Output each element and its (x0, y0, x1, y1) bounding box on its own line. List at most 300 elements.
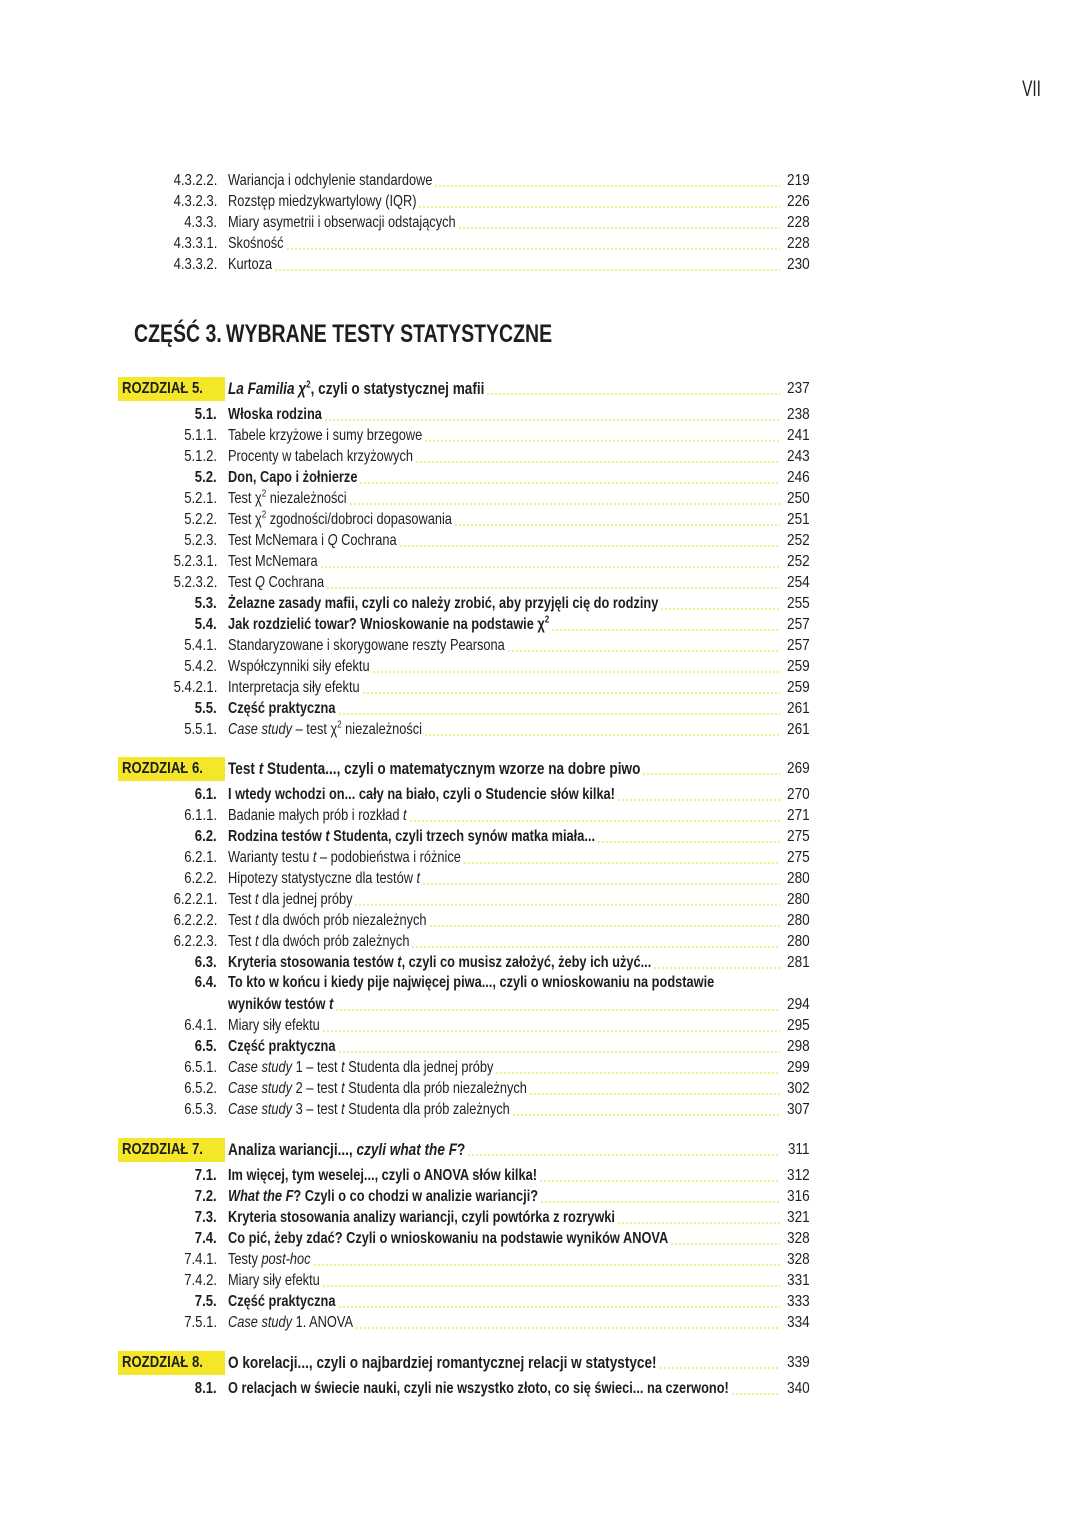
dot-leader (659, 1367, 780, 1369)
entry-title-wrap (228, 489, 782, 509)
page-ref: 252 (787, 532, 810, 549)
entry-title-wrap (228, 594, 782, 614)
entry-title-wrap (228, 255, 782, 275)
title-prefix: Kryteria stosowania testów (228, 954, 398, 971)
entry-title (228, 1079, 527, 1099)
toc-entry[interactable] (0, 488, 1082, 509)
italic-text: Case study (228, 721, 293, 738)
entry-title (228, 615, 549, 635)
page-ref: 261 (787, 700, 810, 717)
entry-number: 6.4. (195, 974, 217, 991)
title-prefix: 2 – test (292, 1080, 342, 1097)
title-prefix: – test χ (292, 721, 338, 738)
title-text: dla dwóch prób niezależnych (258, 912, 427, 929)
italic-text: What the F (228, 1188, 294, 1205)
entry-title (228, 1292, 335, 1312)
italic-text: Q (327, 532, 338, 549)
dot-leader (429, 925, 780, 927)
dot-leader (529, 1093, 780, 1095)
entry-title-wrap (228, 911, 782, 931)
toc-entry[interactable] (0, 826, 1082, 847)
entry-number: 4.3.3.1. (173, 235, 217, 252)
entry-title-wrap (228, 1229, 782, 1249)
entry-title (228, 657, 370, 677)
toc-entry[interactable] (0, 910, 1082, 931)
entry-title (228, 510, 452, 530)
chapter-title-wrap (228, 379, 782, 399)
title-text: Studenta dla prób niezależnych (344, 1080, 527, 1097)
entry-number: 4.3.2.3. (173, 193, 217, 210)
toc-entry[interactable] (0, 1228, 1082, 1249)
toc-entry[interactable] (0, 1249, 1082, 1270)
italic-text: t (258, 759, 264, 778)
entry-title-wrap (228, 1166, 782, 1186)
title-text: Tabele krzyżowe i sumy brzegowe (228, 427, 423, 444)
dot-leader (324, 419, 780, 421)
title-text: Wariancja i odchylenie standardowe (228, 172, 433, 189)
page-ref: 228 (787, 214, 810, 231)
page-ref: 255 (787, 595, 810, 612)
entry-title (228, 171, 432, 191)
italic-text: t (397, 954, 402, 971)
chapter-label-badge (118, 1138, 225, 1162)
toc-entry[interactable] (0, 805, 1082, 826)
dot-leader (335, 1009, 780, 1011)
toc-entry[interactable] (0, 404, 1082, 425)
dot-leader (731, 1393, 780, 1395)
title-text: , czyli co musisz założyć, żeby ich użyć... (401, 954, 652, 971)
toc-entry[interactable] (0, 868, 1082, 889)
title-text: ? Czyli o co chodzi w analizie wariancji? (293, 1188, 539, 1205)
entry-number: 7.3. (195, 1209, 217, 1226)
entry-title-wrap (228, 1313, 782, 1333)
toc-entry[interactable] (0, 1099, 1082, 1120)
toc-entry[interactable] (0, 1291, 1082, 1312)
entry-title (228, 1100, 510, 1120)
dot-leader (424, 734, 780, 736)
chapter-label: ROZDZIAŁ 8. (122, 1354, 203, 1371)
entry-title (228, 995, 333, 1015)
entry-number: 7.5.1. (184, 1314, 217, 1331)
dot-leader (372, 671, 780, 673)
toc-entry[interactable] (0, 509, 1082, 530)
italic-text: Case study (228, 1101, 293, 1118)
dot-leader (349, 503, 780, 505)
entry-title-wrap (228, 657, 782, 677)
toc-entry[interactable] (0, 952, 1082, 973)
entry-title-wrap (228, 510, 782, 530)
chapter-title (228, 379, 484, 399)
title-text: Miary siły efektu (228, 1017, 320, 1034)
entry-title (228, 869, 420, 889)
toc-entry[interactable] (0, 1165, 1082, 1186)
entry-number: 6.5.3. (184, 1101, 217, 1118)
title-text: Współczynniki siły efektu (228, 658, 370, 675)
page-ref: 298 (787, 1038, 810, 1055)
chapter-title-wrap (228, 1140, 782, 1160)
dot-leader (313, 1264, 780, 1266)
chapter-heading[interactable] (0, 378, 1082, 399)
title-text: O relacjach w świecie nauki, czyli nie wszystko złoto, co się świeci... na czerwono! (228, 1380, 729, 1397)
dot-leader (415, 461, 780, 463)
title-prefix: Testy (228, 1251, 262, 1268)
chapter-label-badge (118, 1351, 225, 1375)
entry-number: 7.4. (195, 1230, 217, 1247)
title-text: zgodności/dobroci dopasowania (266, 511, 452, 528)
title-text: Skośność (228, 235, 284, 252)
chapter-title (228, 1140, 465, 1160)
title-text: Kryteria stosowania analizy wariancji, czyli powtórka z rozrywki (228, 1209, 615, 1226)
title-text: Studenta, czyli trzech synów matka miała... (329, 828, 596, 845)
toc-entry[interactable] (0, 1312, 1082, 1333)
italic-text: t (255, 933, 259, 950)
dot-leader (322, 1285, 780, 1287)
entry-number: 7.4.1. (184, 1251, 217, 1268)
toc-entry[interactable] (0, 254, 1082, 275)
entry-title (228, 1250, 311, 1270)
toc-entry[interactable] (0, 994, 1082, 1015)
page-ref: 226 (787, 193, 810, 210)
chapter-heading[interactable] (0, 1139, 1082, 1160)
title-prefix: Test (228, 574, 256, 591)
page-ref: 271 (787, 807, 810, 824)
title-text: Miary siły efektu (228, 1272, 320, 1289)
entry-title (228, 827, 595, 847)
title-prefix: 1 – test (292, 1059, 342, 1076)
entry-title-wrap (228, 468, 782, 488)
italic-text: La Familia χ (228, 379, 307, 398)
dot-leader (411, 946, 780, 948)
entry-title-wrap (228, 890, 782, 910)
dot-leader (424, 440, 780, 442)
toc-entry[interactable] (0, 572, 1082, 593)
superscript: 2 (261, 509, 267, 521)
toc-entry[interactable] (0, 614, 1082, 635)
toc-entry[interactable] (0, 889, 1082, 910)
entry-title-wrap (228, 1058, 782, 1078)
title-text: Studenta dla prób zależnych (344, 1101, 510, 1118)
page-ref: 331 (787, 1272, 810, 1289)
title-prefix: Jak rozdzielić towar? Wnioskowanie na podstawie χ (228, 616, 545, 633)
page-ref: 334 (787, 1314, 810, 1331)
dot-leader (320, 566, 780, 568)
page-ref: 340 (787, 1380, 810, 1397)
italic-text: Case study (228, 1080, 293, 1097)
italic-text: t (416, 870, 421, 887)
entry-title (228, 1313, 353, 1333)
entry-title (228, 890, 353, 910)
page-ref: 307 (787, 1101, 810, 1118)
page-ref: 259 (787, 658, 810, 675)
dot-leader (434, 185, 780, 187)
page-ref: 312 (787, 1167, 810, 1184)
title-prefix: Hipotezy statystyczne dla testów (228, 870, 417, 887)
italic-text: t (341, 1059, 345, 1076)
dot-leader (359, 482, 780, 484)
italic-text: t (403, 807, 407, 824)
entry-title-wrap (228, 932, 782, 952)
page-ref: 275 (787, 828, 810, 845)
toc-entry[interactable] (0, 1378, 1082, 1399)
page-ref: 230 (787, 256, 810, 273)
entry-title-wrap (228, 1271, 782, 1291)
title-text: Żelazne zasady mafii, czyli co należy zrobić, aby przyjęli cię do rodziny (228, 595, 659, 612)
dot-leader (507, 650, 780, 652)
chapter-heading[interactable] (0, 1352, 1082, 1373)
title-prefix: Test χ (228, 490, 262, 507)
page-ref: 241 (787, 427, 810, 444)
toc-entry[interactable] (0, 1057, 1082, 1078)
title-prefix: Test (228, 912, 256, 929)
chapter-title (228, 759, 640, 779)
entry-title (228, 1058, 493, 1078)
entry-title (228, 848, 461, 868)
dot-leader (286, 248, 780, 250)
entry-title-wrap (228, 192, 782, 212)
dot-leader (670, 1243, 780, 1245)
dot-leader (458, 227, 780, 229)
page-ref: 257 (787, 637, 810, 654)
toc-entry[interactable] (0, 1270, 1082, 1291)
entry-title-wrap (228, 426, 782, 446)
dot-leader (338, 713, 781, 715)
dot-leader (355, 1327, 780, 1329)
entry-title-wrap (228, 1187, 782, 1207)
entry-title (228, 1166, 537, 1186)
entry-title-wrap (228, 827, 782, 847)
entry-title (228, 1229, 668, 1249)
page-ref: 254 (787, 574, 810, 591)
entry-title (228, 447, 413, 467)
toc-entry[interactable] (0, 233, 1082, 254)
title-prefix: Test χ (228, 511, 262, 528)
italic-text: Case study (228, 1314, 293, 1331)
page-ref: 259 (787, 679, 810, 696)
entry-title (228, 953, 651, 973)
page-ref: 250 (787, 490, 810, 507)
title-prefix: Rodzina testów (228, 828, 326, 845)
italic-text: Q (255, 574, 265, 591)
entry-number: 7.1. (195, 1167, 217, 1184)
dot-leader (399, 545, 780, 547)
toc-entry[interactable] (0, 931, 1082, 952)
chapter-title (228, 1353, 657, 1373)
title-text: Część praktyczna (228, 1293, 336, 1310)
toc-entry[interactable] (0, 677, 1082, 698)
toc-entry[interactable] (0, 1036, 1082, 1057)
title-text: Procenty w tabelach krzyżowych (228, 448, 413, 465)
dot-leader (409, 820, 780, 822)
dot-leader (540, 1201, 780, 1203)
italic-text: Case study (228, 1059, 293, 1076)
entry-title (228, 255, 272, 275)
page-ref: 316 (787, 1188, 810, 1205)
title-text: Im więcej, tym weselej..., czyli o ANOVA słów kilka! (228, 1167, 537, 1184)
entry-number: 5.2.3.2. (173, 574, 217, 591)
entry-title (228, 785, 615, 805)
toc-entry[interactable] (0, 446, 1082, 467)
entry-title-wrap (228, 447, 782, 467)
title-prefix: Analiza wariancji..., (228, 1140, 357, 1159)
entry-number: 7.2. (195, 1188, 217, 1205)
entry-title (228, 932, 409, 952)
dot-leader (642, 773, 780, 775)
entry-title (228, 213, 456, 233)
dot-leader (418, 206, 780, 208)
entry-number: 6.2.2.2. (173, 912, 217, 929)
title-text: O korelacji..., czyli o najbardziej romantycznej relacji w statystyce! (228, 1353, 657, 1372)
entry-title (228, 911, 427, 931)
entry-number: 5.4.2. (184, 658, 217, 675)
toc-entry[interactable] (0, 191, 1082, 212)
chapter-label-badge (118, 377, 225, 401)
title-prefix: 3 – test (292, 1101, 342, 1118)
title-text: Miary asymetrii i obserwacji odstających (228, 214, 456, 231)
page-ref: 270 (787, 786, 810, 803)
toc-entry[interactable] (0, 1015, 1082, 1036)
title-text: Część praktyczna (228, 1038, 336, 1055)
dot-leader (463, 862, 780, 864)
title-text: Kurtoza (228, 256, 273, 273)
entry-title-wrap (228, 234, 782, 254)
toc-entry[interactable] (0, 530, 1082, 551)
entry-title-wrap (228, 1037, 782, 1057)
italic-text: t (341, 1080, 345, 1097)
entry-title-wrap (228, 678, 782, 698)
entry-title-wrap (228, 405, 782, 425)
toc-entry[interactable] (0, 635, 1082, 656)
entry-title-wrap (228, 1379, 782, 1399)
italic-text: t (312, 849, 317, 866)
toc-entry[interactable] (0, 847, 1082, 868)
entry-number: 8.1. (195, 1380, 217, 1397)
entry-title-wrap (228, 636, 782, 656)
entry-title-wrap (228, 1100, 782, 1120)
dot-leader (653, 967, 780, 969)
entry-title (228, 489, 347, 509)
page-ref: 280 (787, 891, 810, 908)
entry-title-wrap (228, 573, 782, 593)
italic-text: t (255, 891, 259, 908)
entry-title-wrap (228, 699, 782, 719)
entry-number: 5.2. (195, 469, 217, 486)
toc-entry[interactable] (0, 425, 1082, 446)
title-text: Test McNemara (228, 553, 318, 570)
entry-title (228, 192, 416, 212)
dot-leader (539, 1180, 780, 1182)
entry-number: 6.3. (195, 954, 217, 971)
dot-leader (422, 883, 780, 885)
entry-title (228, 552, 318, 572)
entry-number: 4.3.2.2. (173, 172, 217, 189)
page-ref: 243 (787, 448, 810, 465)
toc-entry[interactable] (0, 551, 1082, 572)
italic-text: t (255, 912, 259, 929)
title-text: , czyli o statystycznej mafii (310, 379, 485, 398)
entry-number: 4.3.3.2. (173, 256, 217, 273)
entry-title-wrap (228, 720, 782, 740)
entry-number: 6.2.2.1. (173, 891, 217, 908)
title-text: Don, Capo i żołnierze (228, 469, 358, 486)
entry-number: 5.4.2.1. (173, 679, 217, 696)
italic-text: post-hoc (261, 1251, 311, 1268)
entry-title (228, 1187, 538, 1207)
page-ref: 339 (787, 1354, 810, 1371)
entry-title (228, 531, 397, 551)
page-ref: 280 (787, 870, 810, 887)
dot-leader (495, 1072, 780, 1074)
italic-text: czyli what the F (356, 1140, 458, 1159)
title-text: niezależności (266, 490, 347, 507)
entry-title (228, 806, 407, 826)
toc-entry[interactable] (0, 656, 1082, 677)
page-ref: 261 (787, 721, 810, 738)
entry-title-wrap (228, 1079, 782, 1099)
toc-entry[interactable] (0, 212, 1082, 233)
page-number: VII (1022, 76, 1041, 101)
entry-number: 7.5. (195, 1293, 217, 1310)
entry-title-wrap (228, 995, 782, 1015)
toc-entry[interactable] (0, 467, 1082, 488)
chapter-label-badge (118, 757, 225, 781)
toc-entry[interactable] (0, 698, 1082, 719)
title-text: – podobieństwa i różnice (316, 849, 461, 866)
entry-title-wrap (228, 171, 782, 191)
superscript: 2 (306, 379, 311, 391)
toc-entry[interactable] (0, 593, 1082, 614)
title-text: Co pić, żeby zdać? Czyli o wnioskowaniu na podstawie wyników ANOVA (228, 1230, 669, 1247)
page-ref: 219 (787, 172, 810, 189)
page-ref: 311 (788, 1141, 810, 1158)
entry-title (228, 1379, 729, 1399)
toc-entry[interactable] (0, 170, 1082, 191)
title-text: Cochrana (265, 574, 325, 591)
dot-leader (354, 904, 780, 906)
entry-title-wrap (228, 806, 782, 826)
page-ref: 246 (787, 469, 810, 486)
dot-leader (617, 799, 780, 801)
entry-number: 5.5.1. (184, 721, 217, 738)
entry-number: 5.2.3.1. (173, 553, 217, 570)
title-text: dla jednej próby (258, 891, 353, 908)
title-text: ? (457, 1140, 466, 1159)
chapter-label: ROZDZIAŁ 5. (122, 380, 203, 397)
chapter-heading[interactable] (0, 758, 1082, 779)
toc-entry[interactable] (0, 1207, 1082, 1228)
toc-entry[interactable] (0, 719, 1082, 740)
page-ref: 328 (787, 1251, 810, 1268)
title-text: 1. ANOVA (292, 1314, 353, 1331)
entry-title-wrap (228, 953, 782, 973)
entry-number: 6.5.2. (184, 1080, 217, 1097)
title-text: Włoska rodzina (228, 406, 322, 423)
toc-entry[interactable] (0, 784, 1082, 805)
title-text: Rozstęp miedzykwartylowy (IQR) (228, 193, 417, 210)
entry-number: 6.1. (195, 786, 217, 803)
title-text: I wtedy wchodzi on... cały na biało, czyli o Studencie słów kilka! (228, 786, 615, 803)
entry-title-wrap (228, 848, 782, 868)
entry-number: 5.3. (195, 595, 217, 612)
entry-number: 6.2. (195, 828, 217, 845)
dot-leader (617, 1222, 780, 1224)
page-ref: 228 (787, 235, 810, 252)
entry-title (228, 1208, 615, 1228)
title-text: dla dwóch prób zależnych (258, 933, 410, 950)
toc-entry[interactable] (0, 1186, 1082, 1207)
toc-entry[interactable] (0, 1078, 1082, 1099)
entry-title-wrap (228, 1208, 782, 1228)
title-text: niezależności (341, 721, 423, 738)
